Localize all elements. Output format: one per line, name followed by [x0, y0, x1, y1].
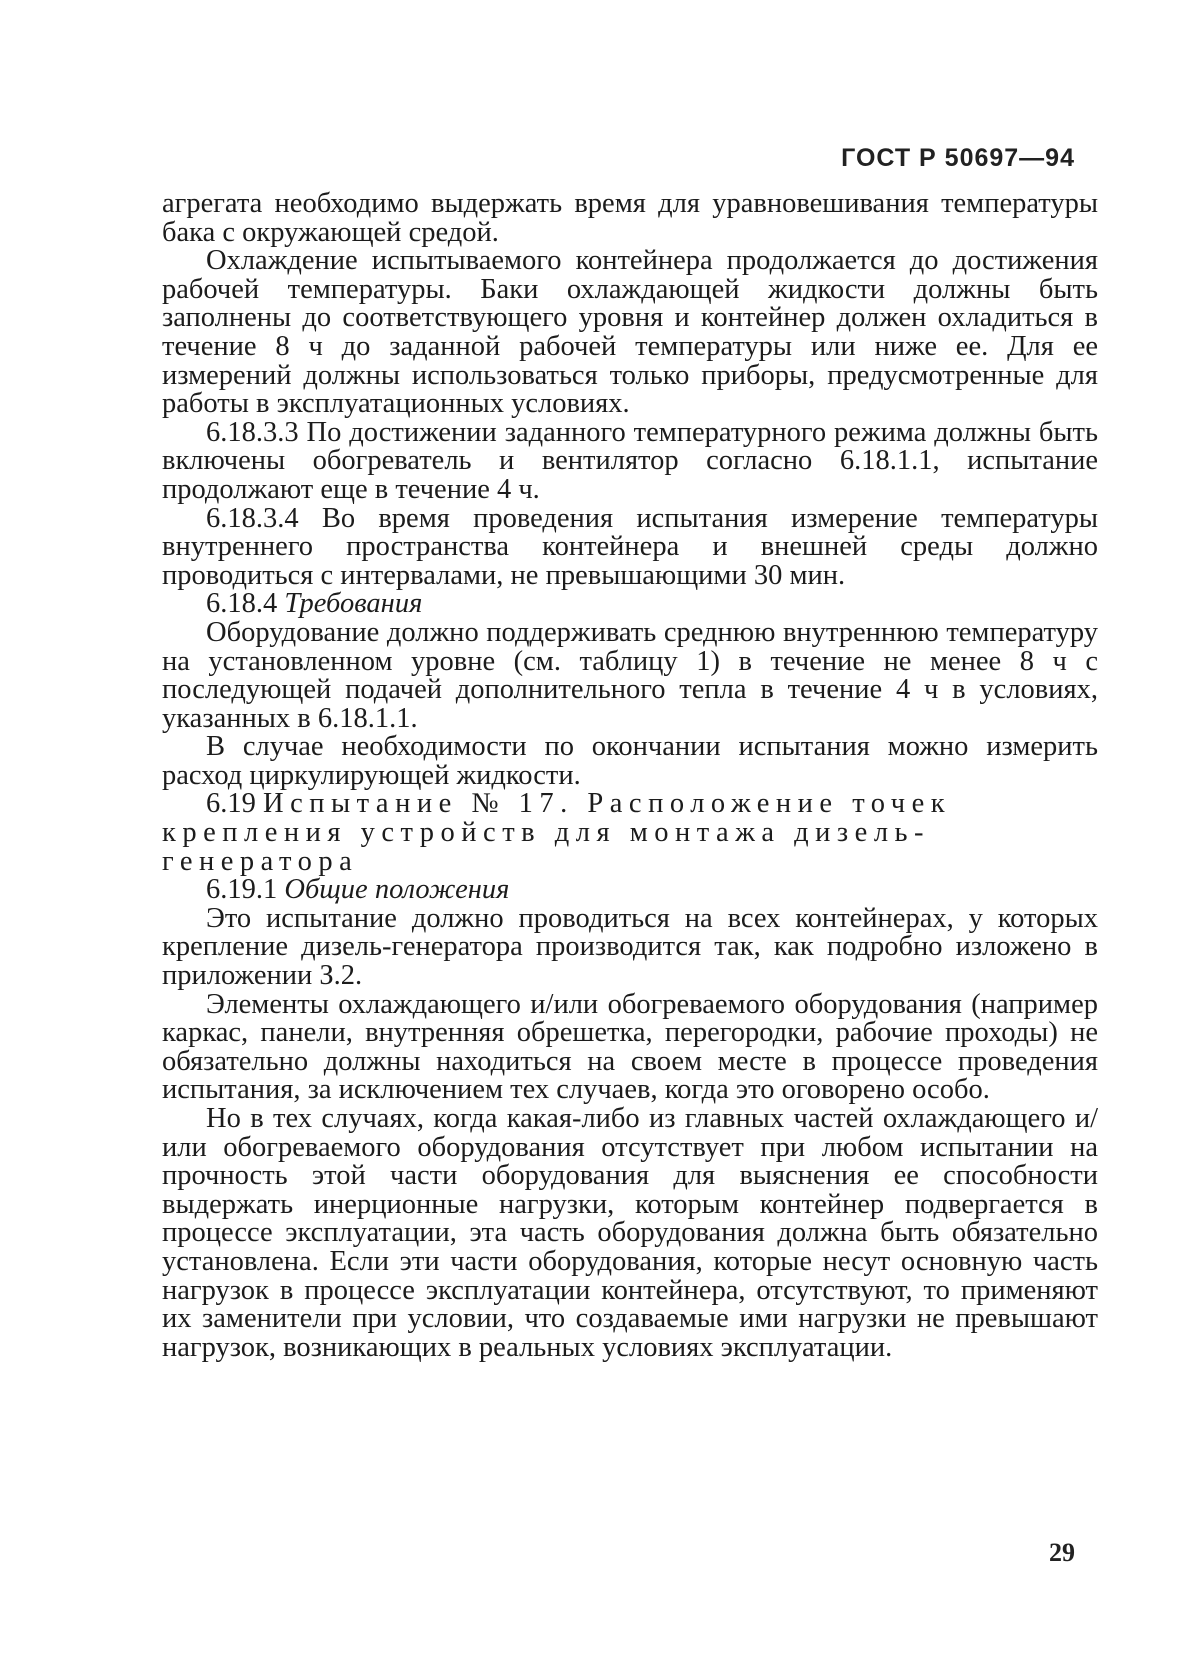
paragraph-test-scope: Это испытание должно проводиться на всех контейнерах, у которых крепление дизель-генератора производится так, как подробно изложено в приложении З.2. — [162, 902, 1098, 992]
paragraph-continuation: агрегата необходимо выдержать время для уравновешивания температуры бака с окружающей средой. — [162, 188, 1098, 248]
paragraph-equipment: Оборудование должно поддерживать среднюю внутреннюю температуру на установленном уровне (см. таблицу 1) в течение не менее 8 ч с последующей подачей дополнительного тепла в течение 4 ч в условиях, указанных в 6.18.1.1. — [162, 616, 1098, 734]
document-header: ГОСТ Р 50697—94 — [841, 144, 1075, 172]
section-6-19-title: Испытание № 17. Расположение точек крепления устройств для монтажа дизель-генератора — [162, 788, 952, 877]
paragraph-elements: Элементы охлаждающего и/или обогреваемого оборудования (например каркас, панели, внутренняя обрешетка, перегородки, рабочие проходы) не обязательно должны находиться на своем месте в процессе проведения испытания, за исключением тех случаев, когда это оговорено особо. — [162, 988, 1098, 1106]
subheading-general — [162, 876, 1098, 905]
paragraph-missing-parts: Но в тех случаях, когда какая-либо из главных частей охлаждающего и/или обогреваемого оборудования отсутствует при любом испытании на прочность этой части оборудования для выяснения ее способности выдержать инерционные нагрузки, которым контейнер подвергается в процессе эксплуатации, эта часть оборудования должна быть обязательно установлена. Если эти части оборудования, которые несут основную часть нагрузок в процессе эксплуатации контейнера, отсутствуют, то применяют их заменители при условии, что создаваемые ими нагрузки не превышают нагрузок, возникающих в реальных условиях эксплуатации. — [162, 1103, 1098, 1363]
subheading-requirements-number: 6.18.4 — [206, 588, 278, 620]
section-6-19-number: 6.19 — [206, 788, 256, 820]
page-number: 29 — [1049, 1538, 1075, 1567]
subheading-general-title: Общие положения — [284, 874, 510, 906]
paragraph-circulation: В случае необходимости по окончании испытания можно измерить расход циркулирующей жидкости. — [162, 731, 1098, 791]
subheading-requirements-title: Требования — [284, 588, 423, 620]
subheading-requirements — [162, 590, 1098, 619]
document-body — [162, 190, 1098, 1362]
paragraph-6-18-3-4: 6.18.3.4 Во время проведения испытания измерение температуры внутреннего пространства контейнера и внешней среды должно проводиться с интервалами, не превышающими 30 мин. — [162, 502, 1098, 591]
subheading-general-number: 6.19.1 — [206, 874, 278, 906]
paragraph-6-18-3-3: 6.18.3.3 По достижении заданного температурного режима должны быть включены обогреватель и вентилятор согласно 6.18.1.1, испытание продолжают еще в течение 4 ч. — [162, 416, 1098, 505]
paragraph-cooling: Охлаждение испытываемого контейнера продолжается до достижения рабочей температуры. Баки охлаждающей жидкости должны быть заполнены до соответствующего уровня и контейнер должен охладиться в течение 8 ч до заданной рабочей температуры или ниже ее. Для ее измерений должны использоваться только приборы, предусмотренные для работы в эксплуатационных условиях. — [162, 245, 1098, 420]
section-heading-6-19 — [162, 790, 1098, 876]
